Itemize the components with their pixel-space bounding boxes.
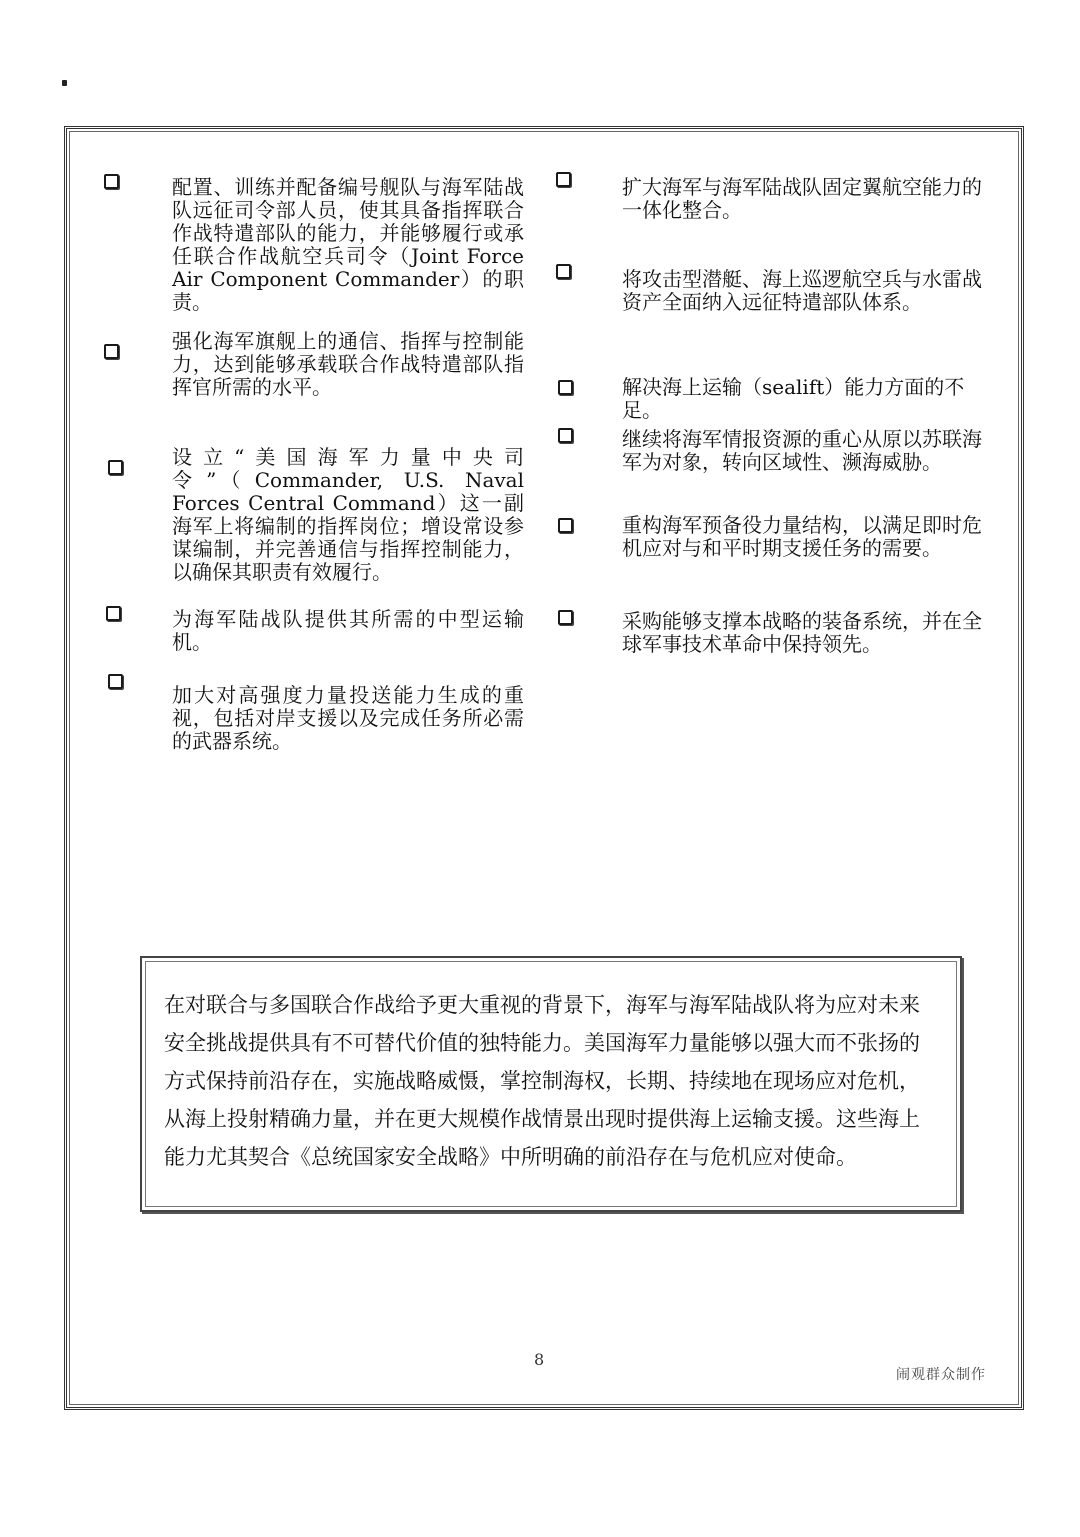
page-number: 8	[534, 1350, 545, 1369]
summary-paragraph: 在对联合与多国联合作战给予更大重视的背景下，海军与海军陆战队将为应对未来安全挑战提供具有不可替代价值的独特能力。美国海军力量能够以强大而不张扬的方式保持前沿存在，实施战略威慑，掌控制海权，长期、持续地在现场应对危机，从海上投射精确力量，并在更大规模作战情景出现时提供海上运输支援。这些海上能力尤其契合《总统国家安全战略》中所明确的前沿存在与危机应对使命。	[164, 993, 920, 1169]
bullet-text: 将攻击型潜艇、海上巡逻航空兵与水雷战资产全面纳入远征特遣部队体系。	[622, 267, 982, 314]
checkbox-icon	[558, 428, 573, 443]
credit-watermark: 闹观群众制作	[896, 1367, 986, 1383]
checkbox-icon	[556, 172, 571, 187]
page-border-frame	[64, 126, 1024, 1410]
bullet-text: 解决海上运输（sealift）能力方面的不足。	[622, 375, 965, 422]
checkbox-icon	[558, 518, 573, 533]
checkbox-icon	[108, 674, 123, 689]
bullet-text: 强化海军旗舰上的通信、指挥与控制能力，达到能够承载联合作战特遣部队指挥官所需的水平。	[172, 329, 524, 399]
scan-mark	[62, 80, 67, 86]
bullet-text: 配置、训练并配备编号舰队与海军陆战队远征司令部人员，使其具备指挥联合作战特遣部队的能力，并能够履行或承任联合作战航空兵司令（Joint Force Air Component Commander）的职责。	[172, 175, 524, 314]
bullet-text: 扩大海军与海军陆战队固定翼航空能力的一体化整合。	[622, 175, 982, 222]
bullet-text: 加大对高强度力量投送能力生成的重视，包括对岸支援以及完成任务所必需的武器系统。	[172, 683, 524, 753]
summary-box	[140, 956, 962, 1212]
bullet-text: 重构海军预备役力量结构，以满足即时危机应对与和平时期支援任务的需要。	[622, 513, 982, 560]
checkbox-icon	[106, 606, 121, 621]
bullet-text: 为海军陆战队提供其所需的中型运输机。	[172, 607, 524, 654]
bullet-text: 继续将海军情报资源的重心从原以苏联海军为对象，转向区域性、濒海威胁。	[622, 427, 982, 474]
bullet-text: 采购能够支撑本战略的装备系统，并在全球军事技术革命中保持领先。	[622, 609, 982, 656]
checkbox-icon	[108, 460, 123, 475]
checkbox-icon	[556, 264, 571, 279]
checkbox-icon	[558, 610, 573, 625]
checkbox-icon	[104, 344, 119, 359]
bullet-text: 设立“美国海军力量中央司令”（Commander, U.S. Naval Forces Central Command）这一副海军上将编制的指挥岗位；增设常设参谋编制，并完善通信与指挥控制能力，以确保其职责有效履行。	[172, 445, 524, 584]
checkbox-icon	[558, 380, 573, 395]
checkbox-icon	[104, 174, 119, 189]
